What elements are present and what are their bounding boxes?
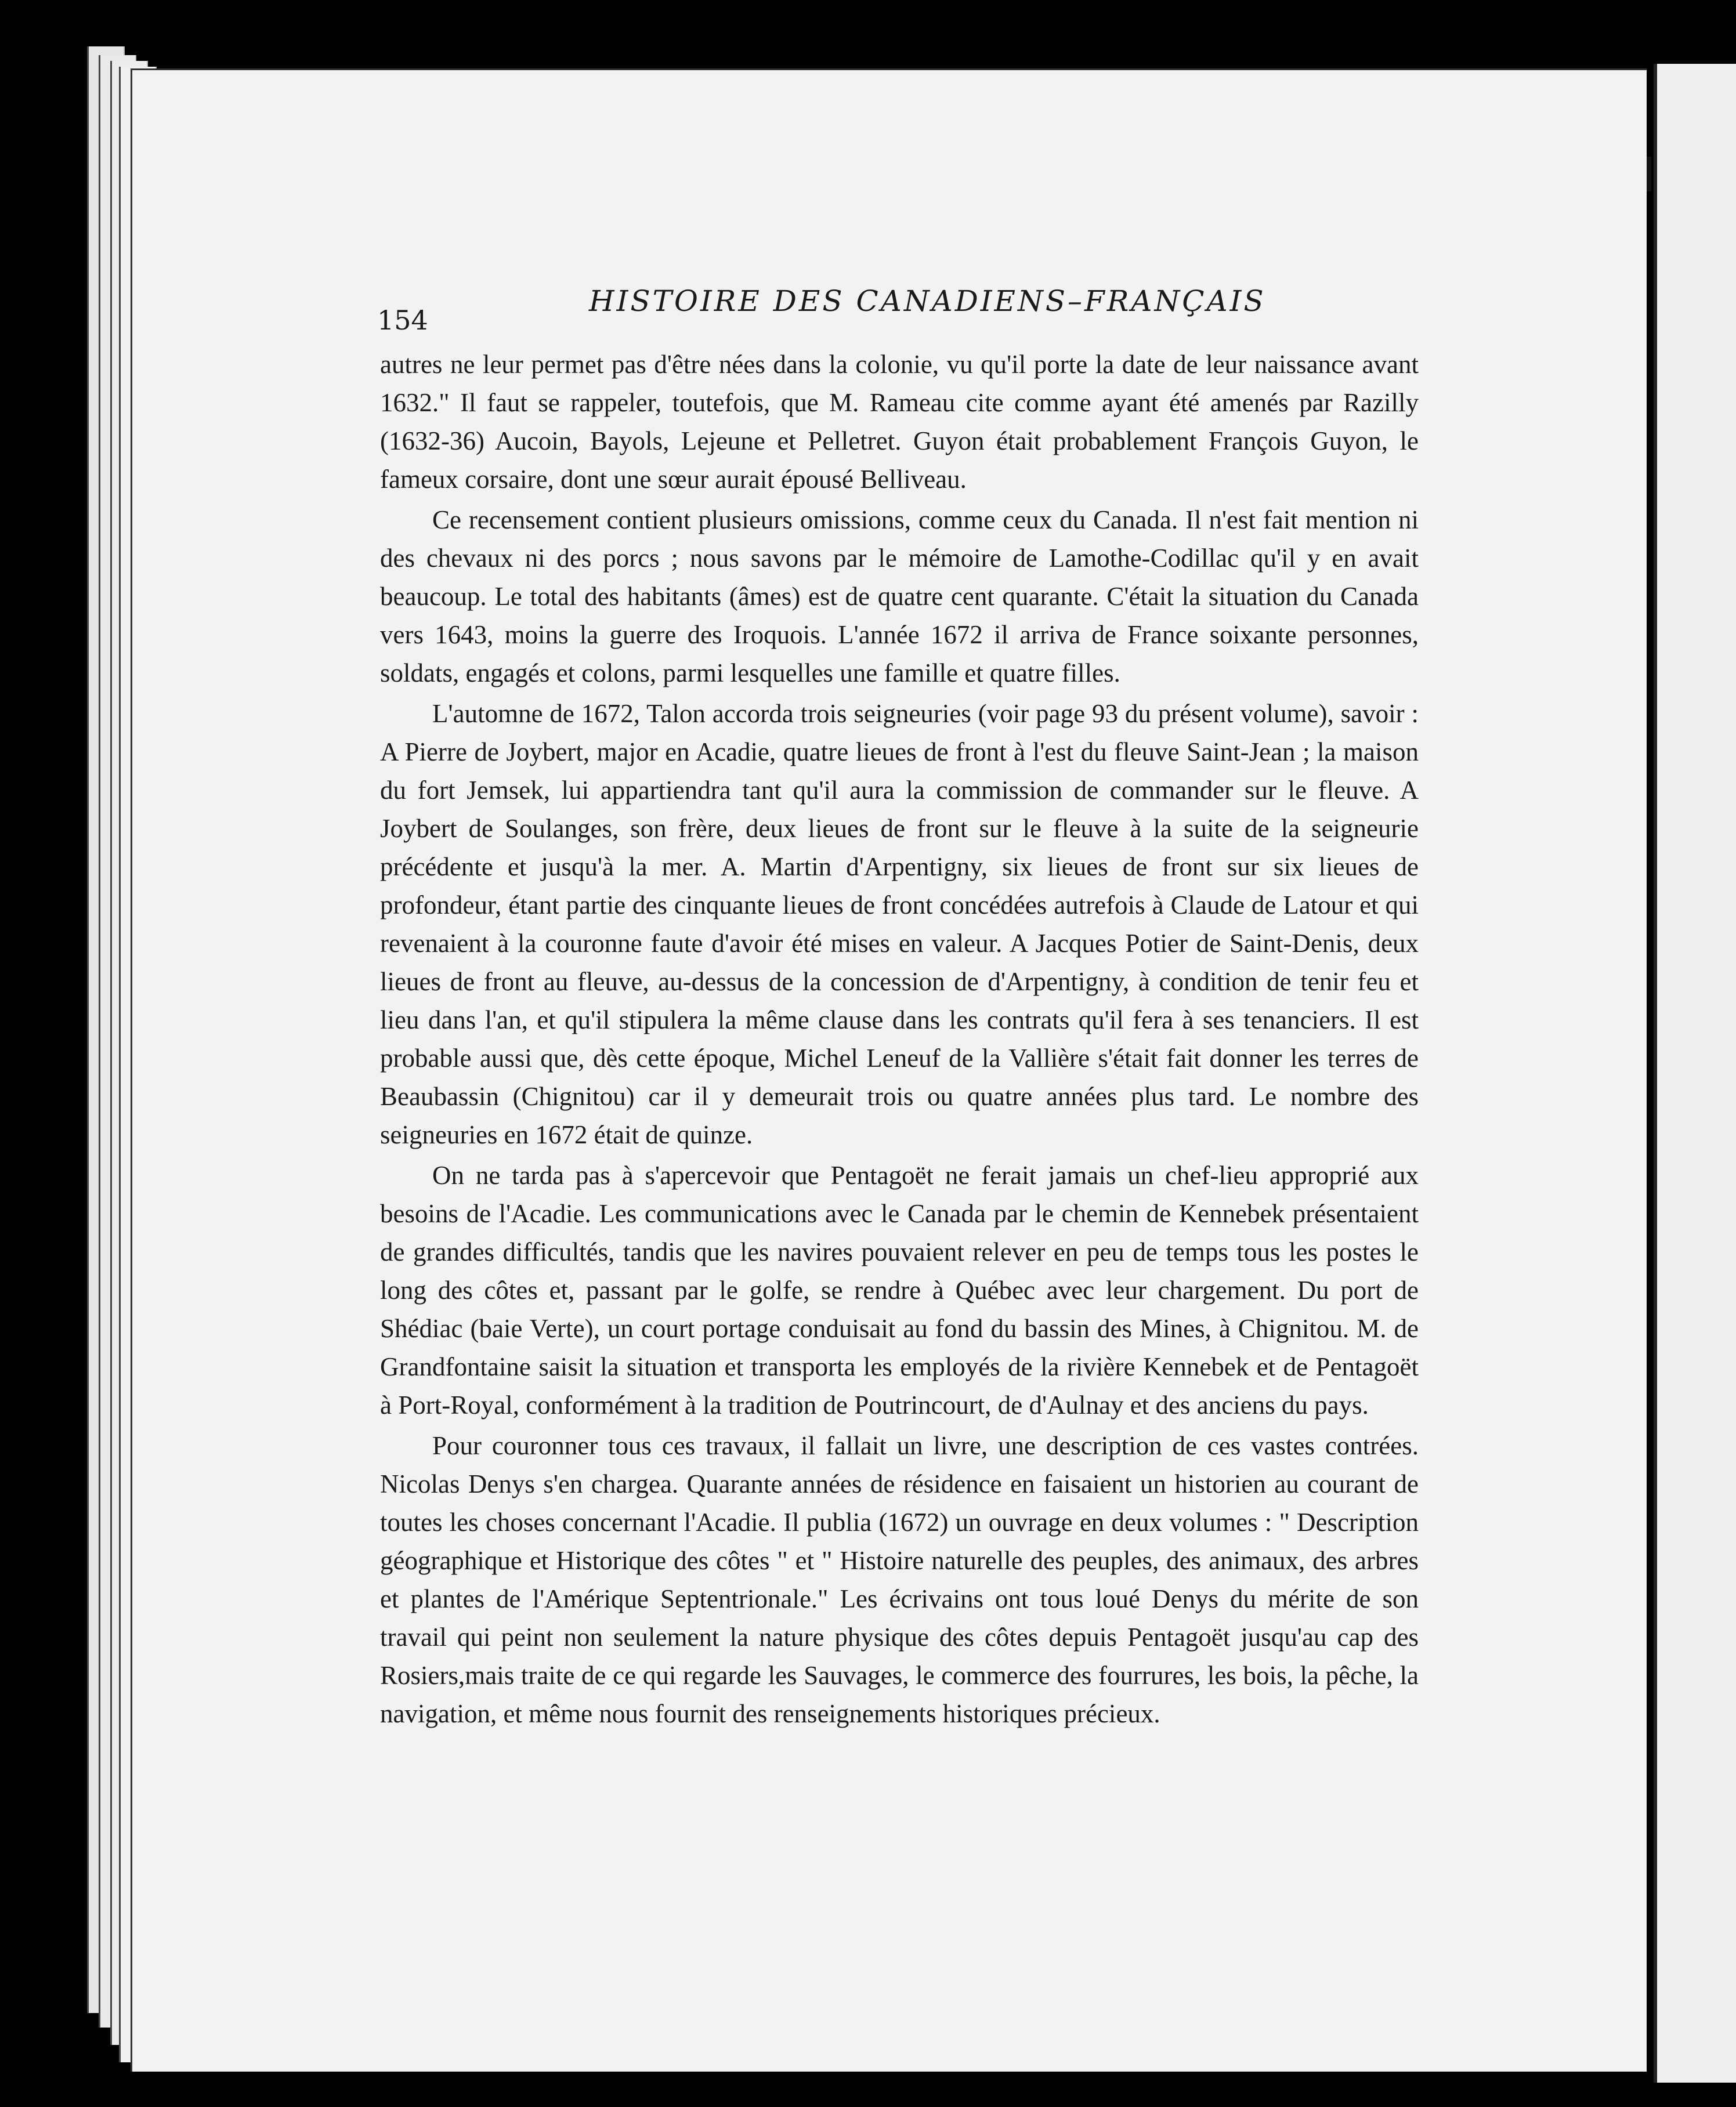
paragraph-5: Pour couronner tous ces travaux, il fallait un livre, une description de ces vastes contrées. Nicolas Denys s'en chargea. Quarante années de résidence en faisaient un historien au courant de toutes les choses concernant l'Acadie. Il publia (1672) un ouvrage en deux volumes : " Description géographique et Historique des côtes " et " Histoire naturelle des peuples, des animaux, des arbres et plantes de l'Amérique Septentrionale." Les écrivains ont tous loué Denys du mérite de son travail qui peint non seulement la nature physique des côtes depuis Pentagoët jusqu'au cap des Rosiers,mais traite de ce qui regarde les Sauvages, le commerce des fourrures, les bois, la pêche, la navigation, et même nous fournit des renseignements historiques précieux.	[380, 1431, 1419, 1728]
paragraph-3: L'automne de 1672, Talon accorda trois seigneuries (voir page 93 du présent volume), savoir : A Pierre de Joybert, major en Acadie, quatre lieues de front à l'est du fleuve Saint-Jean ; la maison du fort Jemsek, lui appartiendra tant qu'il aura la commission de commander sur le fleuve. A Joybert de Soulanges, son frère, deux lieues de front sur le fleuve à la suite de la seigneurie précédente et jusqu'à la mer. A. Martin d'Arpentigny, six lieues de front sur six lieues de profondeur, étant partie des cinquante lieues de front concédées autrefois à Claude de Latour et qui revenaient à la couronne faute d'avoir été mises en valeur. A Jacques Potier de Saint-Denis, deux lieues de front au fleuve, au-dessus de la concession de d'Arpentigny, à condition de tenir feu et lieu dans l'an, et qu'il stipulera la même clause dans les contrats qu'il fera à ses tenanciers. Il est probable aussi que, dès cette époque, Michel Leneuf de la Vallière s'était fait donner les terres de Beaubassin (Chignitou) car il y demeurait trois ou quatre années plus tard. Le nombre des seigneuries en 1672 était de quinze.	[380, 699, 1419, 1149]
body-text	[380, 345, 1419, 1735]
paragraph-4: On ne tarda pas à s'apercevoir que Pentagoët ne ferait jamais un chef-lieu approprié aux besoins de l'Acadie. Les communications avec le Canada par le chemin de Kennebek présentaient de grandes difficultés, tandis que les navires pouvaient relever en peu de temps tous les postes le long des côtes et, passant par le golfe, se rendre à Québec avec leur chargement. Du port de Shédiac (baie Verte), un court portage conduisait au fond du bassin des Mines, à Chignitou. M. de Grandfontaine saisit la situation et transporta les employés de la rivière Kennebek et de Pentagoët à Port-Royal, conformément à la tradition de Poutrincourt, de d'Aulnay et des anciens du pays.	[380, 1161, 1419, 1420]
page-header	[377, 284, 1538, 342]
running-title: HISTOIRE DES CANADIENS–FRANÇAIS	[589, 284, 1266, 318]
paragraph-1: autres ne leur permet pas d'être nées dans la colonie, vu qu'il porte la date de leur naissance avant 1632." Il faut se rappeler, toutefois, que M. Rameau cite comme ayant été amenés par Razilly (1632-36) Aucoin, Bayols, Lejeune et Pelletret. Guyon était probablement François Guyon, le fameux corsaire, dont une sœur aurait épousé Belliveau.	[380, 350, 1419, 494]
paragraph-2: Ce recensement contient plusieurs omissions, comme ceux du Canada. Il n'est fait mention ni des chevaux ni des porcs ; nous savons par le mémoire de Lamothe-Codillac qu'il y en avait beaucoup. Le total des habitants (âmes) est de quatre cent quarante. C'était la situation du Canada vers 1643, moins la guerre des Iroquois. L'année 1672 il arriva de France soixante personnes, soldats, engagés et colons, parmi lesquelles une famille et quatre filles.	[380, 505, 1419, 687]
page-number: 154	[377, 305, 428, 336]
adjacent-page	[1654, 64, 1736, 2083]
